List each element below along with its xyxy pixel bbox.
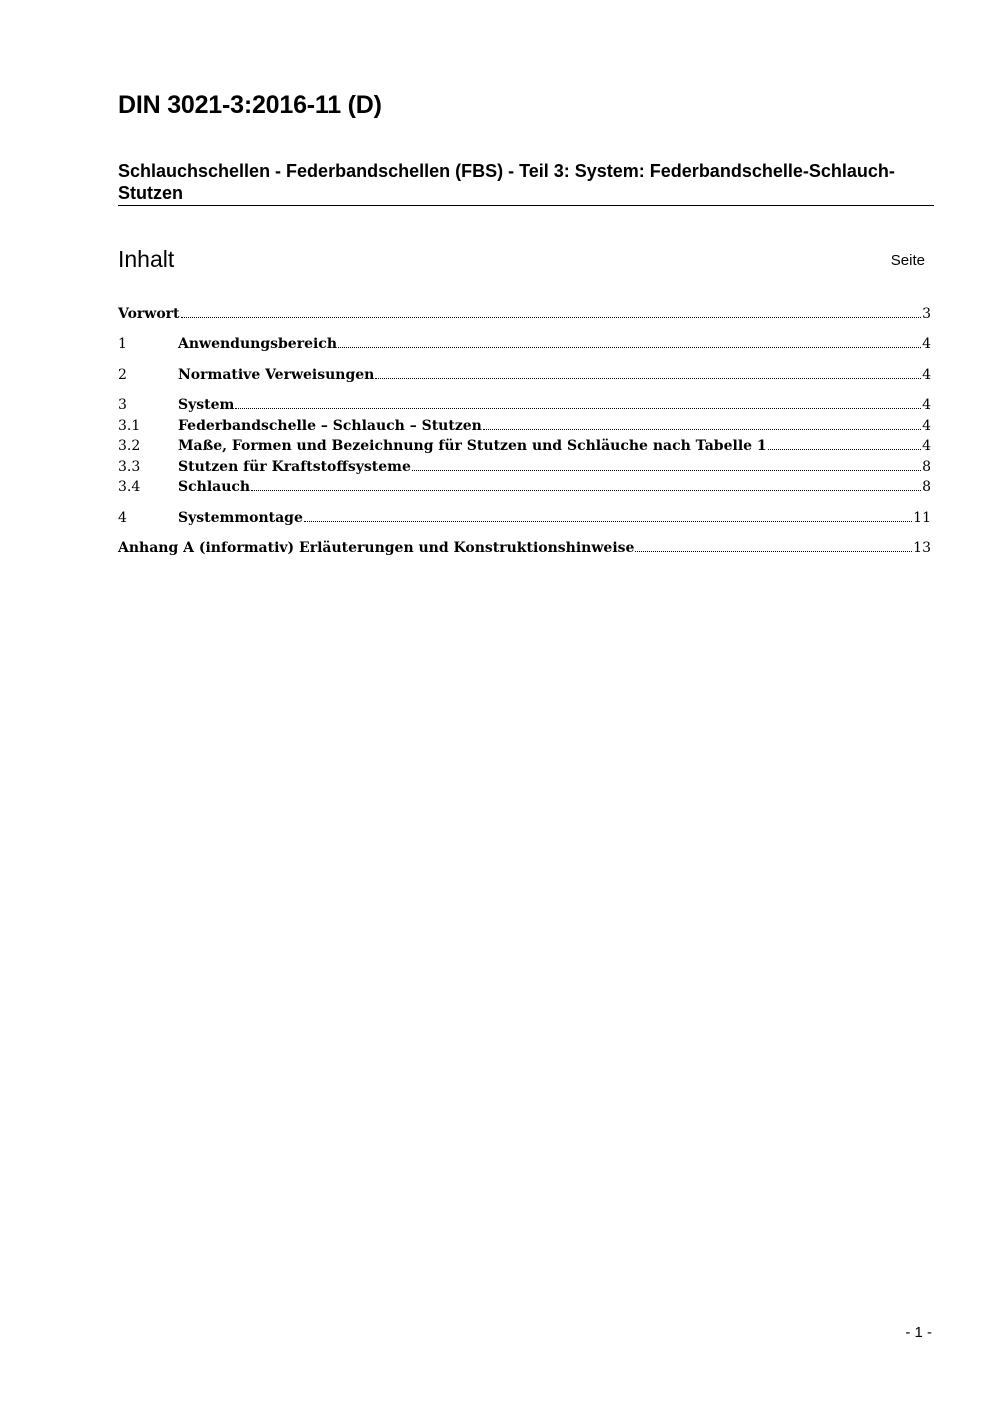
toc-entry-3-2[interactable] — [118, 434, 931, 454]
toc-heading: Inhalt — [118, 246, 175, 272]
toc-entry-page: 8 — [922, 479, 931, 495]
toc-leader — [235, 408, 921, 409]
toc-entry-title: Normative Verweisungen — [178, 367, 375, 383]
toc-entry-title: Anwendungsbereich — [178, 336, 337, 352]
toc-leader — [375, 378, 921, 379]
toc-leader — [635, 551, 912, 552]
toc-entry-title: Vorwort — [118, 306, 180, 322]
toc-entry-number: 3.2 — [118, 438, 141, 454]
toc-entry-vorwort[interactable] — [118, 302, 931, 322]
toc-entry-3-4[interactable] — [118, 475, 931, 495]
page-number: - 1 - — [905, 1324, 932, 1341]
toc-entry-number: 3 — [118, 397, 127, 413]
toc-entry-page: 4 — [922, 418, 931, 434]
toc-page-column-label: Seite — [890, 252, 925, 269]
toc-leader — [768, 449, 921, 450]
toc-entry-3-1[interactable] — [118, 414, 931, 434]
toc-entry-title: Systemmontage — [178, 510, 303, 526]
toc-entry-anhang-a[interactable] — [118, 536, 931, 556]
toc-entry-page: 4 — [922, 336, 931, 352]
toc-leader — [251, 490, 921, 491]
toc-leader — [304, 521, 912, 522]
toc-entry-3[interactable] — [118, 393, 931, 413]
toc-leader — [338, 347, 921, 348]
toc-entry-number: 3.1 — [118, 418, 141, 434]
toc-entry-page: 4 — [922, 397, 931, 413]
toc-entry-page: 4 — [922, 438, 931, 454]
toc-leader — [412, 470, 921, 471]
toc-entry-number: 3.4 — [118, 479, 141, 495]
toc-entry-page: 3 — [922, 306, 931, 322]
toc-entry-number: 3.3 — [118, 459, 141, 475]
document-title: DIN 3021-3:2016-11 (D) — [118, 91, 382, 119]
toc-entry-page: 8 — [922, 459, 931, 475]
toc-entry-title: Stutzen für Kraftstoffsysteme — [178, 459, 411, 475]
toc-entry-title: Federbandschelle – Schlauch – Stutzen — [178, 418, 482, 434]
toc-leader — [483, 429, 921, 430]
title-divider — [118, 205, 934, 206]
toc-entry-1[interactable] — [118, 332, 931, 352]
toc-entry-page: 4 — [922, 367, 931, 383]
toc-entry-page: 11 — [913, 510, 931, 526]
toc-entry-2[interactable] — [118, 363, 931, 383]
toc-entry-title: Schlauch — [178, 479, 251, 495]
document-subtitle: Schlauchschellen - Federbandschellen (FBS) - Teil 3: System: Federbandschelle-Schlauch-Stutzen — [118, 161, 895, 203]
toc-entry-title: Anhang A (informativ) Erläuterungen und Konstruktionshinweise — [118, 540, 635, 556]
toc-entry-number: 4 — [118, 510, 127, 526]
toc-entry-title: Maße, Formen und Bezeichnung für Stutzen und Schläuche nach Tabelle 1 — [178, 438, 767, 454]
toc-leader — [181, 317, 922, 318]
toc-entry-title: System — [178, 397, 235, 413]
toc-entry-number: 2 — [118, 367, 127, 383]
toc-entry-number: 1 — [118, 336, 127, 352]
toc-entry-3-3[interactable] — [118, 455, 931, 475]
toc-entry-page: 13 — [913, 540, 931, 556]
toc-entry-4[interactable] — [118, 506, 931, 526]
